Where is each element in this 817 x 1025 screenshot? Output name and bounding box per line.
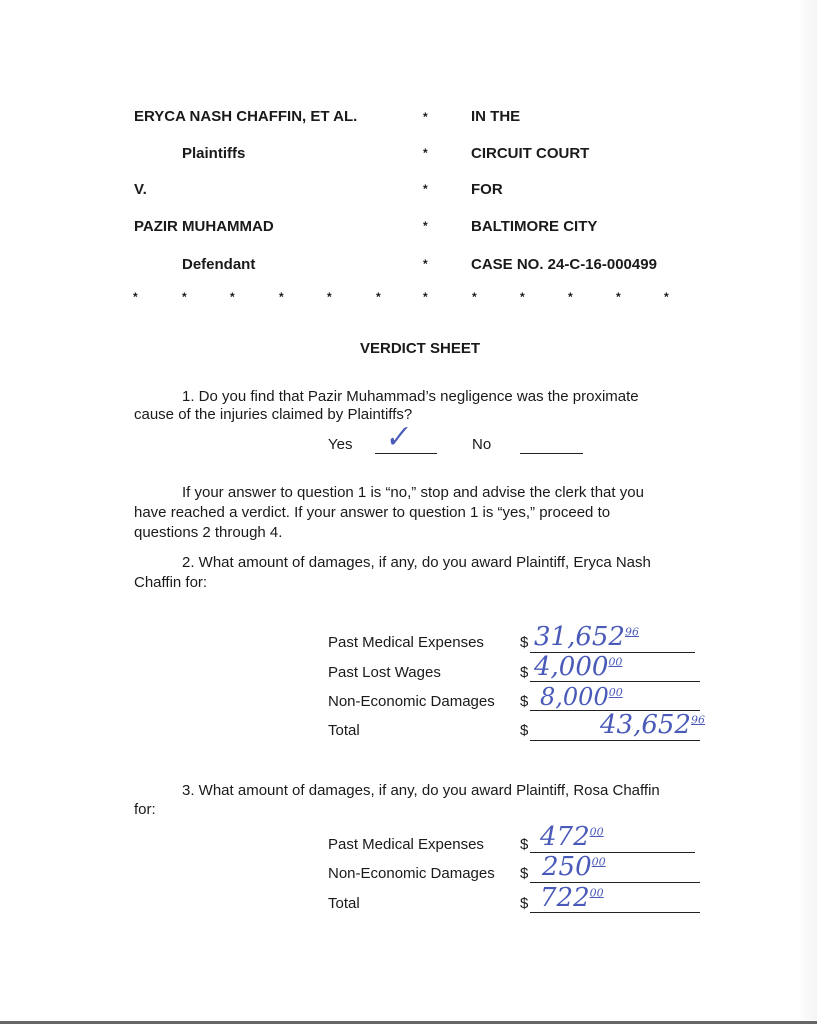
- handwritten-amount: 4,000$^{00}$: [534, 652, 623, 682]
- defendant-role: Defendant: [182, 256, 256, 273]
- court-line-2: CIRCUIT COURT: [471, 145, 590, 162]
- instruction-line-2: have reached a verdict. If your answer to question 1 is “yes,” proceed to: [134, 504, 611, 521]
- divider-star: *: [664, 290, 669, 304]
- instruction-line-1: If your answer to question 1 is “no,” stop and advise the clerk that you: [182, 484, 644, 501]
- question-2-line-1: 2. What amount of damages, if any, do you award Plaintiff, Eryca Nash: [182, 554, 651, 571]
- scan-bottom-edge: [0, 1021, 817, 1024]
- divider-star: *: [182, 290, 187, 304]
- divider-star: *: [568, 290, 573, 304]
- handwritten-amount: 8,000$^{00}$: [540, 683, 623, 711]
- question-3-line-2: for:: [134, 801, 156, 818]
- divider-star: *: [520, 290, 525, 304]
- divider-star: *: [376, 290, 381, 304]
- handwritten-amount: 31,652$^{96}$: [534, 622, 639, 652]
- handwritten-total: $722^{00}$: [540, 883, 604, 913]
- damages-row-label: Past Medical Expenses: [328, 634, 484, 651]
- currency-symbol: $: [520, 634, 529, 651]
- handwritten-amount: $250^{00}$: [542, 852, 606, 882]
- divider-star: *: [472, 290, 477, 304]
- amount-line: [530, 740, 700, 741]
- damages-row-label: Non-Economic Damages: [328, 693, 495, 710]
- caption-separator-star: *: [423, 110, 428, 124]
- defendant-name: PAZIR MUHAMMAD: [134, 218, 274, 235]
- caption-separator-star: *: [423, 219, 428, 233]
- caption-separator-star: *: [423, 182, 428, 196]
- page-title: VERDICT SHEET: [360, 340, 481, 357]
- question-1-line-1: 1. Do you find that Pazir Muhammad’s negligence was the proximate: [182, 388, 639, 405]
- court-line-3: FOR: [471, 181, 503, 198]
- damages-total-label: Total: [328, 722, 360, 739]
- no-answer-line: [520, 453, 583, 454]
- divider-star: *: [423, 290, 428, 304]
- caption-separator-star: *: [423, 257, 428, 271]
- divider-star: *: [230, 290, 235, 304]
- question-1-line-2: cause of the injuries claimed by Plaintiffs?: [134, 406, 413, 423]
- handwritten-amount: $472^{00}$: [540, 822, 604, 852]
- versus-label: V.: [134, 181, 147, 198]
- damages-row-label: Non-Economic Damages: [328, 865, 495, 882]
- divider-star: *: [133, 290, 138, 304]
- plaintiff-role: Plaintiffs: [182, 145, 246, 162]
- divider-star: *: [279, 290, 284, 304]
- currency-symbol: $: [520, 664, 529, 681]
- divider-star: *: [327, 290, 332, 304]
- court-line-1: IN THE: [471, 108, 521, 125]
- handwritten-total: 43,652$^{96}$: [600, 710, 705, 740]
- caption-separator-star: *: [423, 146, 428, 160]
- damages-row-label: Past Medical Expenses: [328, 836, 484, 853]
- currency-symbol: $: [520, 895, 529, 912]
- yes-label: Yes: [328, 436, 353, 453]
- instruction-line-3: questions 2 through 4.: [134, 524, 283, 541]
- currency-symbol: $: [520, 693, 529, 710]
- divider-star: *: [616, 290, 621, 304]
- damages-total-label: Total: [328, 895, 360, 912]
- yes-checkmark: ✓: [382, 418, 411, 457]
- question-2-line-2: Chaffin for:: [134, 574, 208, 591]
- damages-row-label: Past Lost Wages: [328, 664, 441, 681]
- plaintiff-name: ERYCA NASH CHAFFIN, ET AL.: [134, 108, 358, 125]
- scan-edge-shadow: [797, 0, 817, 1020]
- case-number: CASE NO. 24-C-16-000499: [471, 256, 657, 273]
- question-3-line-1: 3. What amount of damages, if any, do you award Plaintiff, Rosa Chaffin: [182, 782, 660, 799]
- currency-symbol: $: [520, 836, 529, 853]
- no-label: No: [472, 436, 492, 453]
- currency-symbol: $: [520, 865, 529, 882]
- currency-symbol: $: [520, 722, 529, 739]
- court-line-4: BALTIMORE CITY: [471, 218, 598, 235]
